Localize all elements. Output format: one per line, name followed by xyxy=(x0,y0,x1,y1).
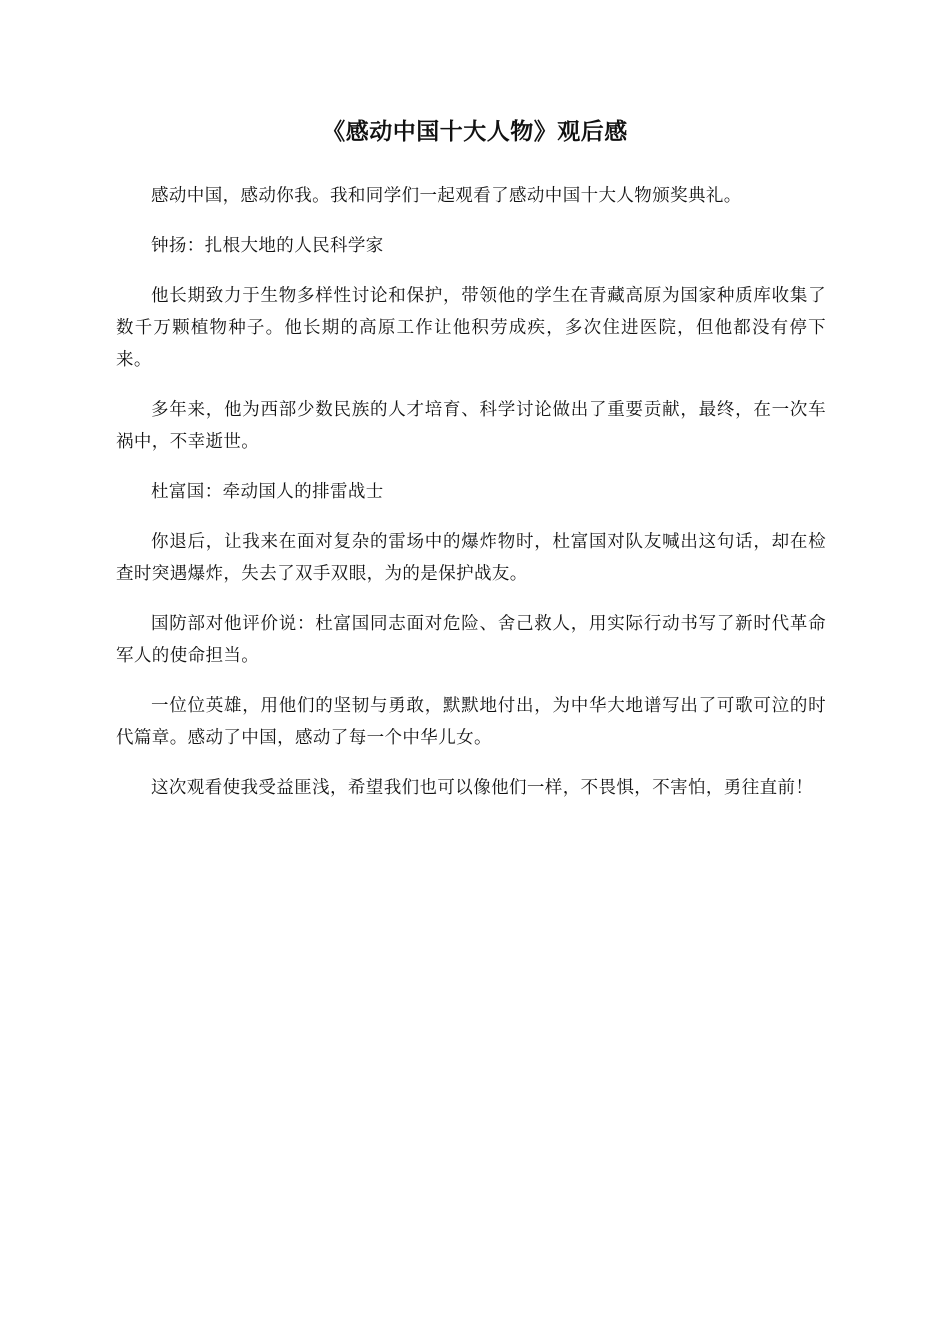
paragraph-zhong-yang-work: 他长期致力于生物多样性讨论和保护，带领他的学生在青藏高原为国家种质库收集了数千万颗植物种子。他长期的高原工作让他积劳成疾，多次住进医院，但他都没有停下来。 xyxy=(116,286,826,370)
paragraph-du-fuguo-evaluation: 国防部对他评价说：杜富国同志面对危险、舍己救人，用实际行动书写了新时代革命军人的使命担当。 xyxy=(116,614,826,666)
paragraph-du-fuguo-story: 你退后，让我来在面对复杂的雷场中的爆炸物时，杜富国对队友喊出这句话，却在检查时突遇爆炸，失去了双手双眼，为的是保护战友。 xyxy=(116,532,826,584)
document-body xyxy=(116,180,826,822)
paragraph-conclusion: 这次观看使我受益匪浅，希望我们也可以像他们一样，不畏惧，不害怕，勇往直前！ xyxy=(151,778,814,798)
paragraph-intro: 感动中国，感动你我。我和同学们一起观看了感动中国十大人物颁奖典礼。 xyxy=(151,186,742,206)
paragraph-heading-zhong-yang: 钟扬：扎根大地的人民科学家 xyxy=(151,236,384,256)
paragraph-heroes-summary: 一位位英雄，用他们的坚韧与勇敢，默默地付出，为中华大地谱写出了可歌可泣的时代篇章。感动了中国，感动了每一个中华儿女。 xyxy=(116,696,826,748)
paragraph-zhong-yang-contribution: 多年来，他为西部少数民族的人才培育、科学讨论做出了重要贡献，最终，在一次车祸中，不幸逝世。 xyxy=(116,400,826,452)
paragraph-heading-du-fuguo: 杜富国：牵动国人的排雷战士 xyxy=(151,482,384,502)
document-title: 《感动中国十大人物》观后感 xyxy=(322,119,628,145)
